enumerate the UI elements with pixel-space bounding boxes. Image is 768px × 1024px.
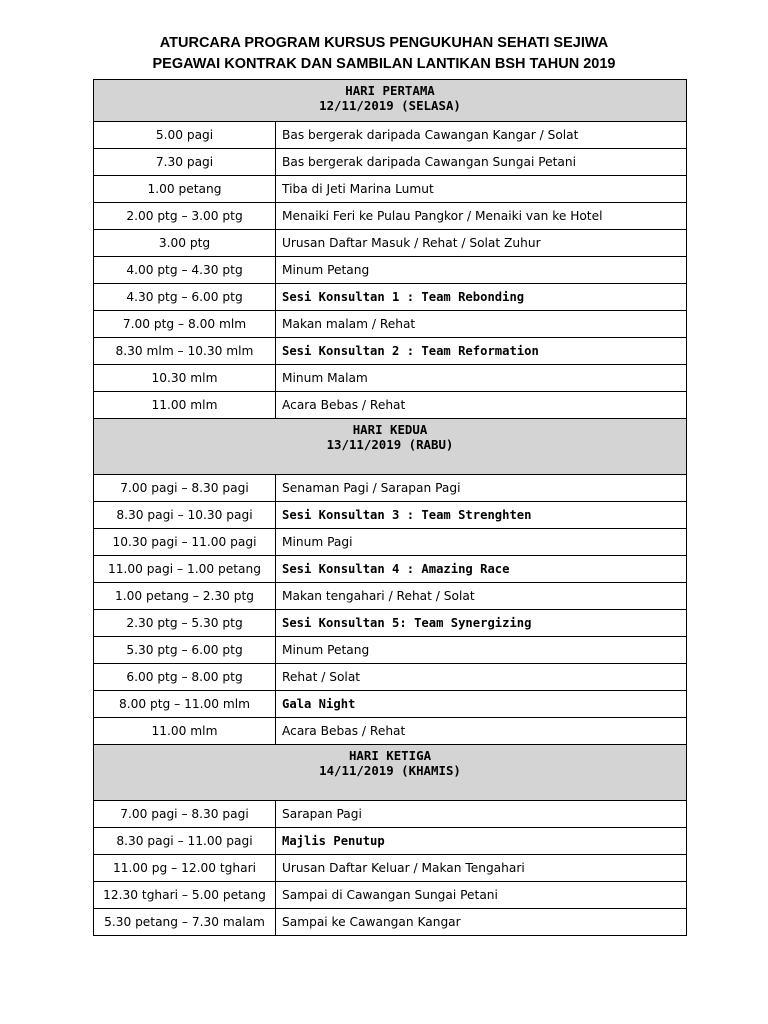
- activity-cell: Sesi Konsultan 5: Team Synergizing: [276, 610, 687, 637]
- time-cell: 8.30 mlm – 10.30 mlm: [94, 338, 276, 365]
- day-header: [94, 80, 687, 122]
- time-cell: 8.30 pagi – 10.30 pagi: [94, 502, 276, 529]
- activity-cell: Sampai di Cawangan Sungai Petani: [276, 882, 687, 909]
- day-header-row: [94, 419, 687, 475]
- day-header: [94, 419, 687, 475]
- time-cell: 10.30 pagi – 11.00 pagi: [94, 529, 276, 556]
- time-cell: 8.30 pagi – 11.00 pagi: [94, 828, 276, 855]
- time-cell: 12.30 tghari – 5.00 petang: [94, 882, 276, 909]
- time-cell: 7.00 pagi – 8.30 pagi: [94, 801, 276, 828]
- time-cell: 5.30 ptg – 6.00 ptg: [94, 637, 276, 664]
- schedule-body: [94, 80, 687, 936]
- time-cell: 6.00 ptg – 8.00 ptg: [94, 664, 276, 691]
- time-cell: 2.30 ptg – 5.30 ptg: [94, 610, 276, 637]
- day-date: 13/11/2019 (RABU): [326, 437, 454, 452]
- day-header-row: [94, 745, 687, 801]
- schedule-row: [94, 828, 687, 855]
- activity-cell: Sampai ke Cawangan Kangar: [276, 909, 687, 936]
- activity-cell: Bas bergerak daripada Cawangan Kangar / Solat: [276, 122, 687, 149]
- activity-cell: Rehat / Solat: [276, 664, 687, 691]
- time-cell: 2.00 ptg – 3.00 ptg: [94, 203, 276, 230]
- time-cell: 1.00 petang: [94, 176, 276, 203]
- activity-cell: Minum Petang: [276, 257, 687, 284]
- schedule-row: [94, 176, 687, 203]
- schedule-row: [94, 311, 687, 338]
- schedule-row: [94, 855, 687, 882]
- activity-cell: Acara Bebas / Rehat: [276, 718, 687, 745]
- day-name: HARI KETIGA: [348, 748, 432, 763]
- day-name: HARI PERTAMA: [345, 83, 435, 98]
- activity-cell: Makan tengahari / Rehat / Solat: [276, 583, 687, 610]
- activity-cell: Urusan Daftar Masuk / Rehat / Solat Zuhur: [276, 230, 687, 257]
- document-title: [0, 33, 768, 75]
- activity-cell: Urusan Daftar Keluar / Makan Tengahari: [276, 855, 687, 882]
- schedule-row: [94, 529, 687, 556]
- activity-cell: Sarapan Pagi: [276, 801, 687, 828]
- schedule-row: [94, 718, 687, 745]
- activity-cell: Acara Bebas / Rehat: [276, 392, 687, 419]
- schedule-row: [94, 882, 687, 909]
- schedule-table: [93, 79, 687, 936]
- day-name: HARI KEDUA: [352, 422, 428, 437]
- day-date: 12/11/2019 (SELASA): [319, 98, 461, 113]
- schedule-row: [94, 556, 687, 583]
- activity-cell: Menaiki Feri ke Pulau Pangkor / Menaiki van ke Hotel: [276, 203, 687, 230]
- time-cell: 11.00 mlm: [94, 718, 276, 745]
- day-header-row: [94, 80, 687, 122]
- time-cell: 8.00 ptg – 11.00 mlm: [94, 691, 276, 718]
- time-cell: 7.30 pagi: [94, 149, 276, 176]
- schedule-row: [94, 637, 687, 664]
- title-line-1: ATURCARA PROGRAM KURSUS PENGUKUHAN SEHATI SEJIWA: [159, 35, 609, 51]
- activity-cell: Senaman Pagi / Sarapan Pagi: [276, 475, 687, 502]
- schedule-row: [94, 365, 687, 392]
- activity-cell: Minum Malam: [276, 365, 687, 392]
- activity-cell: Sesi Konsultan 1 : Team Rebonding: [276, 284, 687, 311]
- time-cell: 3.00 ptg: [94, 230, 276, 257]
- schedule-row: [94, 122, 687, 149]
- time-cell: 11.00 pg – 12.00 tghari: [94, 855, 276, 882]
- schedule-row: [94, 691, 687, 718]
- schedule-row: [94, 203, 687, 230]
- schedule-row: [94, 392, 687, 419]
- time-cell: 11.00 pagi – 1.00 petang: [94, 556, 276, 583]
- schedule-row: [94, 230, 687, 257]
- schedule-row: [94, 338, 687, 365]
- activity-cell: Bas bergerak daripada Cawangan Sungai Petani: [276, 149, 687, 176]
- time-cell: 7.00 ptg – 8.00 mlm: [94, 311, 276, 338]
- schedule-row: [94, 583, 687, 610]
- title-line-2: PEGAWAI KONTRAK DAN SAMBILAN LANTIKAN BSH TAHUN 2019: [152, 56, 616, 72]
- activity-cell: Minum Petang: [276, 637, 687, 664]
- time-cell: 5.30 petang – 7.30 malam: [94, 909, 276, 936]
- schedule-row: [94, 664, 687, 691]
- schedule-row: [94, 284, 687, 311]
- schedule-row: [94, 909, 687, 936]
- schedule-row: [94, 149, 687, 176]
- time-cell: 11.00 mlm: [94, 392, 276, 419]
- time-cell: 5.00 pagi: [94, 122, 276, 149]
- time-cell: 4.00 ptg – 4.30 ptg: [94, 257, 276, 284]
- time-cell: 4.30 ptg – 6.00 ptg: [94, 284, 276, 311]
- schedule-row: [94, 257, 687, 284]
- time-cell: 7.00 pagi – 8.30 pagi: [94, 475, 276, 502]
- schedule-row: [94, 801, 687, 828]
- activity-cell: Sesi Konsultan 4 : Amazing Race: [276, 556, 687, 583]
- time-cell: 10.30 mlm: [94, 365, 276, 392]
- time-cell: 1.00 petang – 2.30 ptg: [94, 583, 276, 610]
- activity-cell: Tiba di Jeti Marina Lumut: [276, 176, 687, 203]
- activity-cell: Sesi Konsultan 2 : Team Reformation: [276, 338, 687, 365]
- activity-cell: Majlis Penutup: [276, 828, 687, 855]
- schedule-row: [94, 475, 687, 502]
- activity-cell: Minum Pagi: [276, 529, 687, 556]
- day-header: [94, 745, 687, 801]
- day-date: 14/11/2019 (KHAMIS): [319, 763, 461, 778]
- activity-cell: Sesi Konsultan 3 : Team Strenghten: [276, 502, 687, 529]
- schedule-row: [94, 610, 687, 637]
- activity-cell: Gala Night: [276, 691, 687, 718]
- schedule-row: [94, 502, 687, 529]
- activity-cell: Makan malam / Rehat: [276, 311, 687, 338]
